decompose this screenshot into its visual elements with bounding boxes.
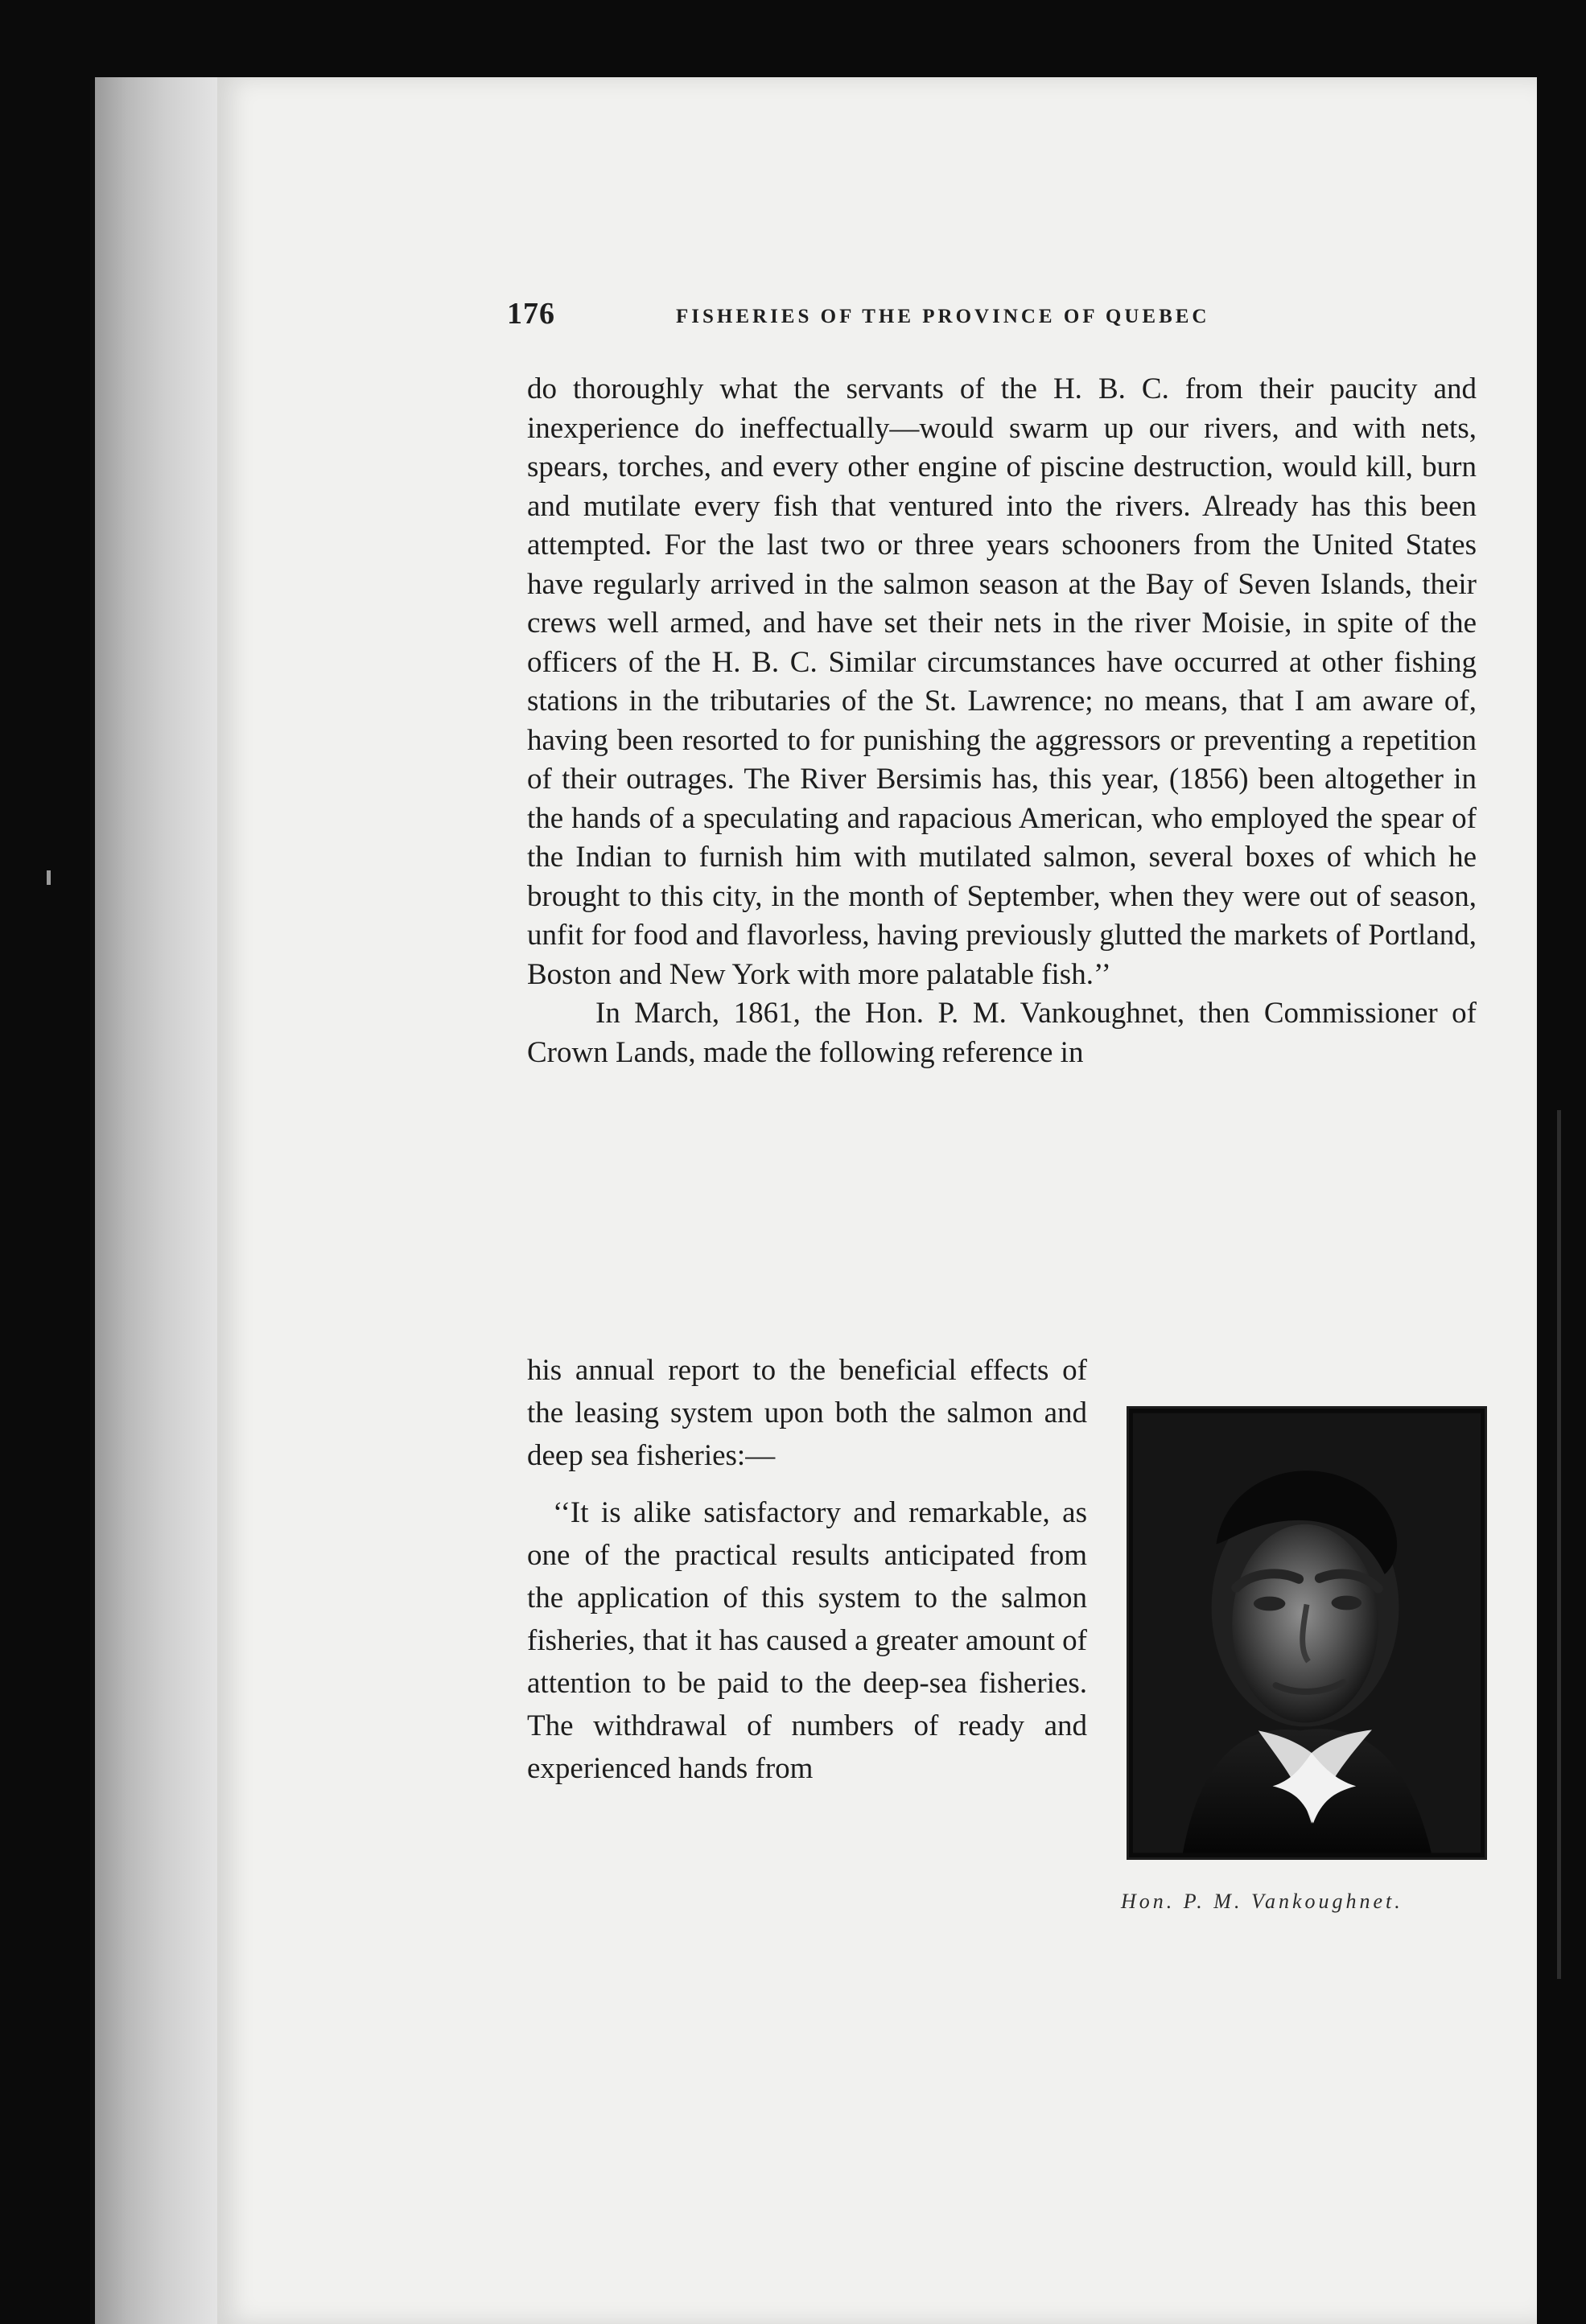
portrait-illustration xyxy=(1129,1409,1485,1857)
portrait-image xyxy=(1127,1406,1487,1860)
page-header xyxy=(507,296,1312,344)
wrapped-text-column xyxy=(527,1349,1087,1790)
body-paragraph-continued: his annual report to the beneficial effects of the leasing system upon both the salmon and deep sea fisheries:— xyxy=(527,1354,1087,1472)
scan-artifact xyxy=(47,870,51,885)
page-number: 176 xyxy=(507,297,555,331)
body-paragraph: do thoroughly what the servants of the H. B. C. from their paucity and inexperience do ineffectually—would swarm up our rivers, and with nets, spears, torches, and every other engine of piscine destruction, would kill, burn and mutilate every fish that ventured into the rivers. Already has this been attempted. For the last two or three years schooners from the United States have regularly arrived in the salmon season at the Bay of Seven Islands, their crews well armed, and have set their nets in the river Moisie, in spite of the officers of the H. B. C. Similar circumstances have occurred at other fishing stations in the tributaries of the St. Lawrence; no means, that I am aware of, having been resorted to for punishing the aggressors or preventing a repetition of their outrages. The River Bersimis has, this year, (1856) been altogether in the hands of a speculating and rapacious American, who employed the spear of the Indian to furnish him with mutilated salmon, several boxes of which he brought to this city, in the month of September, when they were out of season, unfit for food and flavorless, having previously glutted the markets of Portland, Boston and New York with more palatable fish.’’ xyxy=(527,372,1477,991)
body-paragraph-intro: In March, 1861, the Hon. P. M. Vankoughnet, then Commissioner of Crown Lands, made the following reference in xyxy=(527,997,1477,1069)
main-text xyxy=(527,370,1477,1072)
portrait-caption: Hon. P. M. Vankoughnet. xyxy=(1121,1890,1403,1913)
page-edge xyxy=(95,77,224,2324)
quoted-report-text: ‘‘It is alike satisfactory and remarkable, as one of the practical results anticipated from the application of this system to the salmon fisheries, that it has caused a greater amount of attention to be paid to the deep-sea fisheries. The withdrawal of numbers of ready and experienced hands from xyxy=(527,1496,1087,1785)
running-head: FISHERIES OF THE PROVINCE OF QUEBEC xyxy=(676,306,1210,327)
page-margin-rule xyxy=(1557,1110,1561,1979)
